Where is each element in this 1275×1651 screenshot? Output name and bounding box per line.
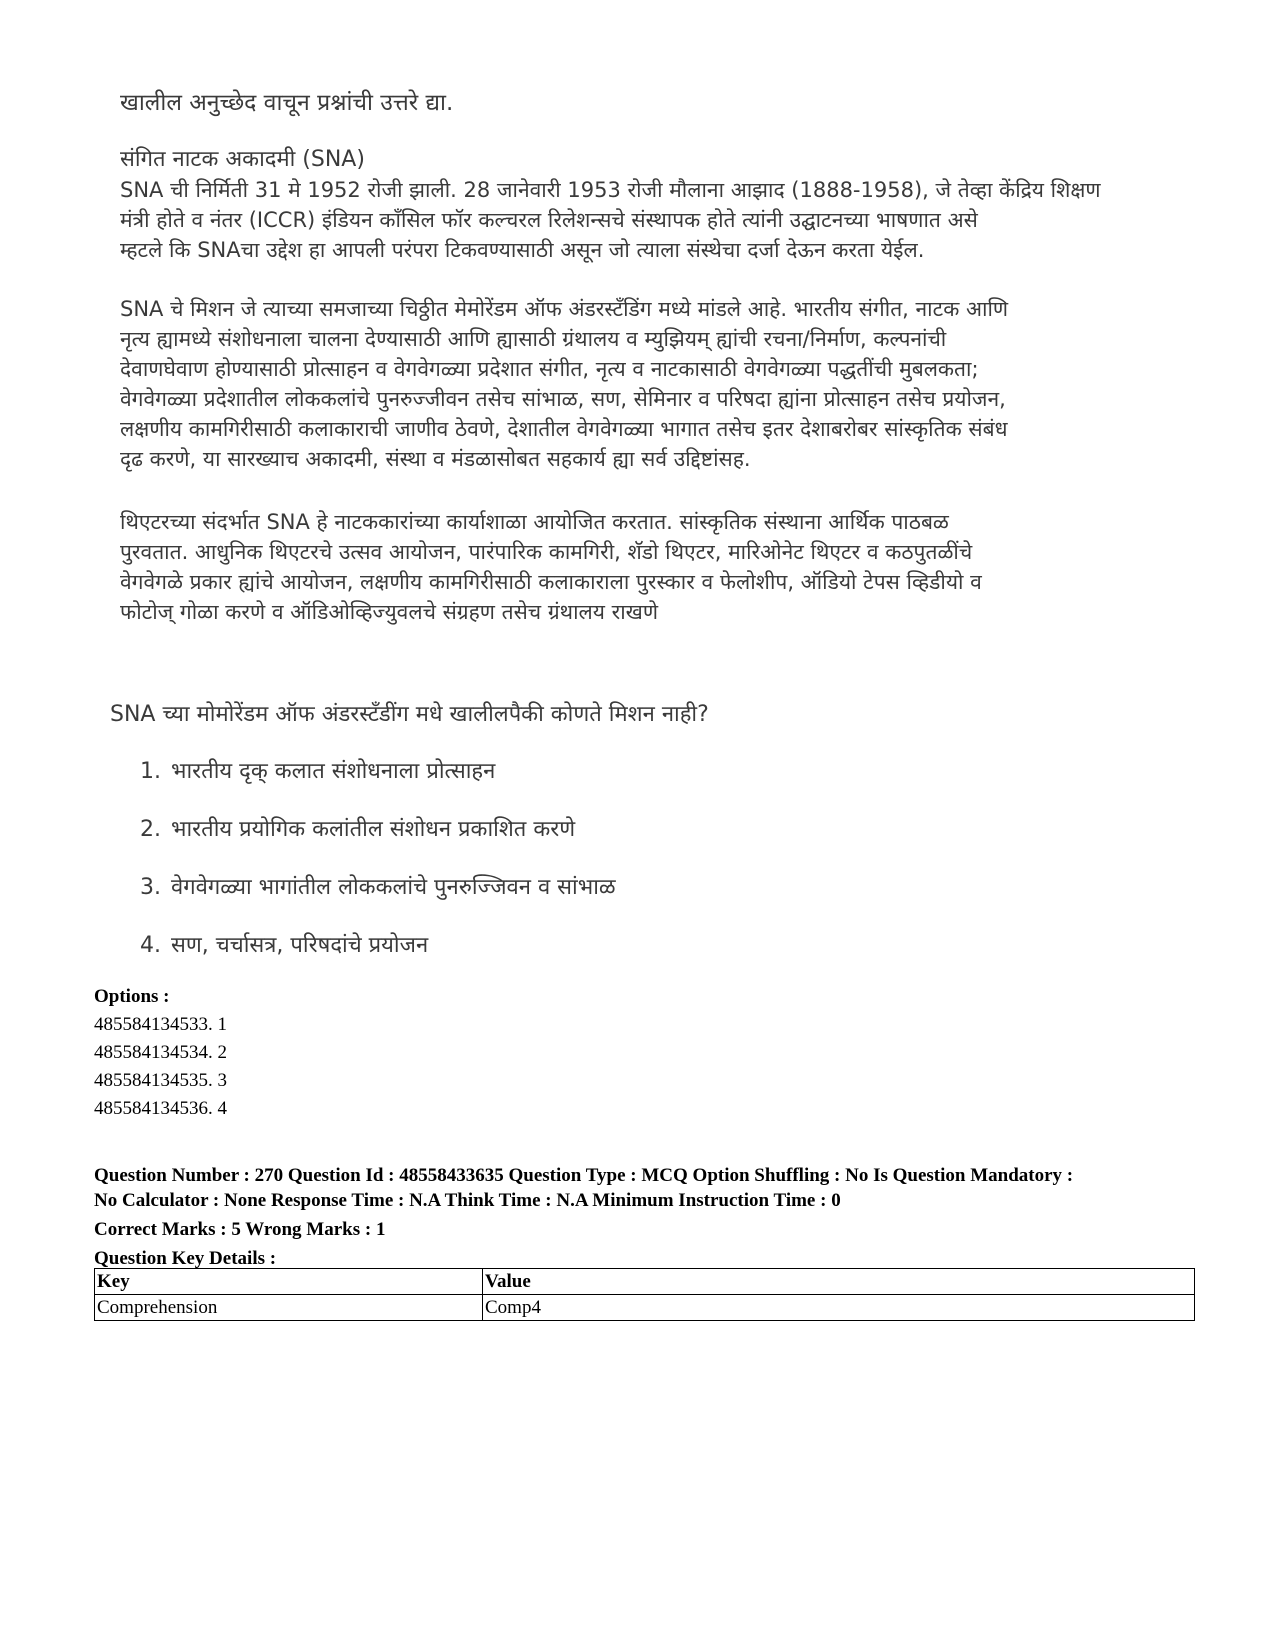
passage-line: मंत्री होते व नंतर (ICCR) इंडियन कॉंसिल फॉर कल्चरल रिलेशन्सचे संस्थापक होते त्यांनी उद्घाटनच्या भाषणात असे <box>120 208 978 232</box>
choice-number: 4. <box>140 933 161 958</box>
table-header-row <box>95 1269 1195 1295</box>
passage-line: दृढ करणे, या सारख्याच अकादमी, संस्था व मंडळासोबत सहकार्य ह्या सर्व उद्दिष्टांसह. <box>120 447 751 471</box>
choice-text: भारतीय प्रयोगिक कलांतील संशोधन प्रकाशित करणे <box>171 817 576 842</box>
passage-heading: संगित नाटक अकादमी (SNA) <box>120 147 365 172</box>
passage-line: नृत्य ह्यामध्ये संशोधनाला चालना देण्यासाठी आणि ह्यासाठी ग्रंथालय व म्युझियम् ह्यांची रचना/निर्माण, कल्पनांची <box>120 327 947 351</box>
value-cell: Comp4 <box>483 1295 1195 1321</box>
passage-line: लक्षणीय कामगिरीसाठी कलाकाराची जाणीव ठेवणे, देशातील वेगवेगळ्या भागात तसेच इतर देशाबरोबर सांस्कृतिक संबंध <box>120 417 1008 441</box>
key-column-header: Key <box>95 1269 483 1295</box>
choice-number: 3. <box>140 875 161 900</box>
passage-line: वेगवेगळ्या प्रदेशातील लोककलांचे पुनरुज्जीवन तसेच सांभाळ, सण, सेमिनार व परिषदा ह्यांना प्रोत्साहन तसेच प्रयोजन, <box>120 387 1006 411</box>
options-title: Options : <box>94 986 170 1007</box>
passage-paragraph-3 <box>120 507 1180 627</box>
choice-text: सण, चर्चासत्र, परिषदांचे प्रयोजन <box>171 933 429 958</box>
answer-choice-2 <box>140 815 575 845</box>
choice-text: वेगवेगळ्या भागांतील लोककलांचे पुनरुज्जिवन व सांभाळ <box>171 875 616 900</box>
options-block <box>94 983 227 1123</box>
option-item: 485584134533. 1 <box>94 1014 227 1035</box>
answer-choice-3 <box>140 873 616 903</box>
answer-choice-1 <box>140 757 495 787</box>
choice-number: 1. <box>140 759 161 784</box>
passage-line: पुरवतात. आधुनिक थिएटरचे उत्सव आयोजन, पारंपारिक कामगिरी, शॅडो थिएटर, मारिओनेट थिएटर व कठपुतळींचे <box>120 540 973 564</box>
key-details-heading: Question Key Details : <box>94 1248 277 1269</box>
passage-instruction: खालील अनुच्छेद वाचून प्रश्नांची उत्तरे द्या. <box>120 90 454 116</box>
question-metadata <box>94 1163 1204 1271</box>
option-item: 485584134534. 2 <box>94 1042 227 1063</box>
question-text: SNA च्या मोमोरेंडम ऑफ अंडरस्टॅंडींग मधे खालीलपैकी कोणते मिशन नाही? <box>110 702 709 727</box>
option-item: 485584134535. 3 <box>94 1070 227 1091</box>
value-column-header: Value <box>483 1269 1195 1295</box>
option-item: 485584134536. 4 <box>94 1098 227 1119</box>
passage-paragraph-2 <box>120 294 1180 474</box>
passage-line: SNA ची निर्मिती 31 मे 1952 रोजी झाली. 28 जानेवारी 1953 रोजी मौलाना आझाद (1888-1958), जे तेव्हा केंद्रिय शिक्षण <box>120 178 1101 202</box>
passage-line: फोटोज् गोळा करणे व ऑडिओव्हिज्युवलचे संग्रहण तसेच ग्रंथालय राखणे <box>120 600 658 624</box>
passage-line: वेगवेगळे प्रकार ह्यांचे आयोजन, लक्षणीय कामगिरीसाठी कलाकाराला पुरस्कार व फेलोशीप, ऑडियो टेपस व्हिडीयो व <box>120 570 982 594</box>
key-details-table <box>94 1268 1195 1321</box>
metadata-line: Question Number : 270 Question Id : 48558433635 Question Type : MCQ Option Shuffling : No Is Question Mandatory : <box>94 1165 1074 1186</box>
passage-line: देवाणघेवाण होण्यासाठी प्रोत्साहन व वेगवेगळ्या प्रदेशात संगीत, नृत्य व नाटकासाठी वेगवेगळ्या पद्धतींची मुबलकता; <box>120 357 979 381</box>
passage-line: SNA चे मिशन जे त्याच्या समजाच्या चिठ्ठीत मेमोरेंडम ऑफ अंडरस्टॅंडिंग मध्ये मांडले आहे. भारतीय संगीत, नाटक आणि <box>120 297 1009 321</box>
answer-choice-4 <box>140 931 428 961</box>
passage-paragraph-1 <box>120 175 1180 265</box>
table-row <box>95 1295 1195 1321</box>
marks-line: Correct Marks : 5 Wrong Marks : 1 <box>94 1219 386 1240</box>
metadata-line: No Calculator : None Response Time : N.A Think Time : N.A Minimum Instruction Time : 0 <box>94 1190 841 1211</box>
choice-number: 2. <box>140 817 161 842</box>
passage-line: थिएटरच्या संदर्भात SNA हे नाटककारांच्या कार्याशाळा आयोजित करतात. सांस्कृतिक संस्थाना आर्थिक पाठबळ <box>120 510 949 534</box>
choice-text: भारतीय दृक् कलात संशोधनाला प्रोत्साहन <box>171 759 496 784</box>
passage-line: म्हटले कि SNAचा उद्देश हा आपली परंपरा टिकवण्यासाठी असून जो त्याला संस्थेचा दर्जा देऊन करता येईल. <box>120 238 925 262</box>
key-cell: Comprehension <box>95 1295 483 1321</box>
